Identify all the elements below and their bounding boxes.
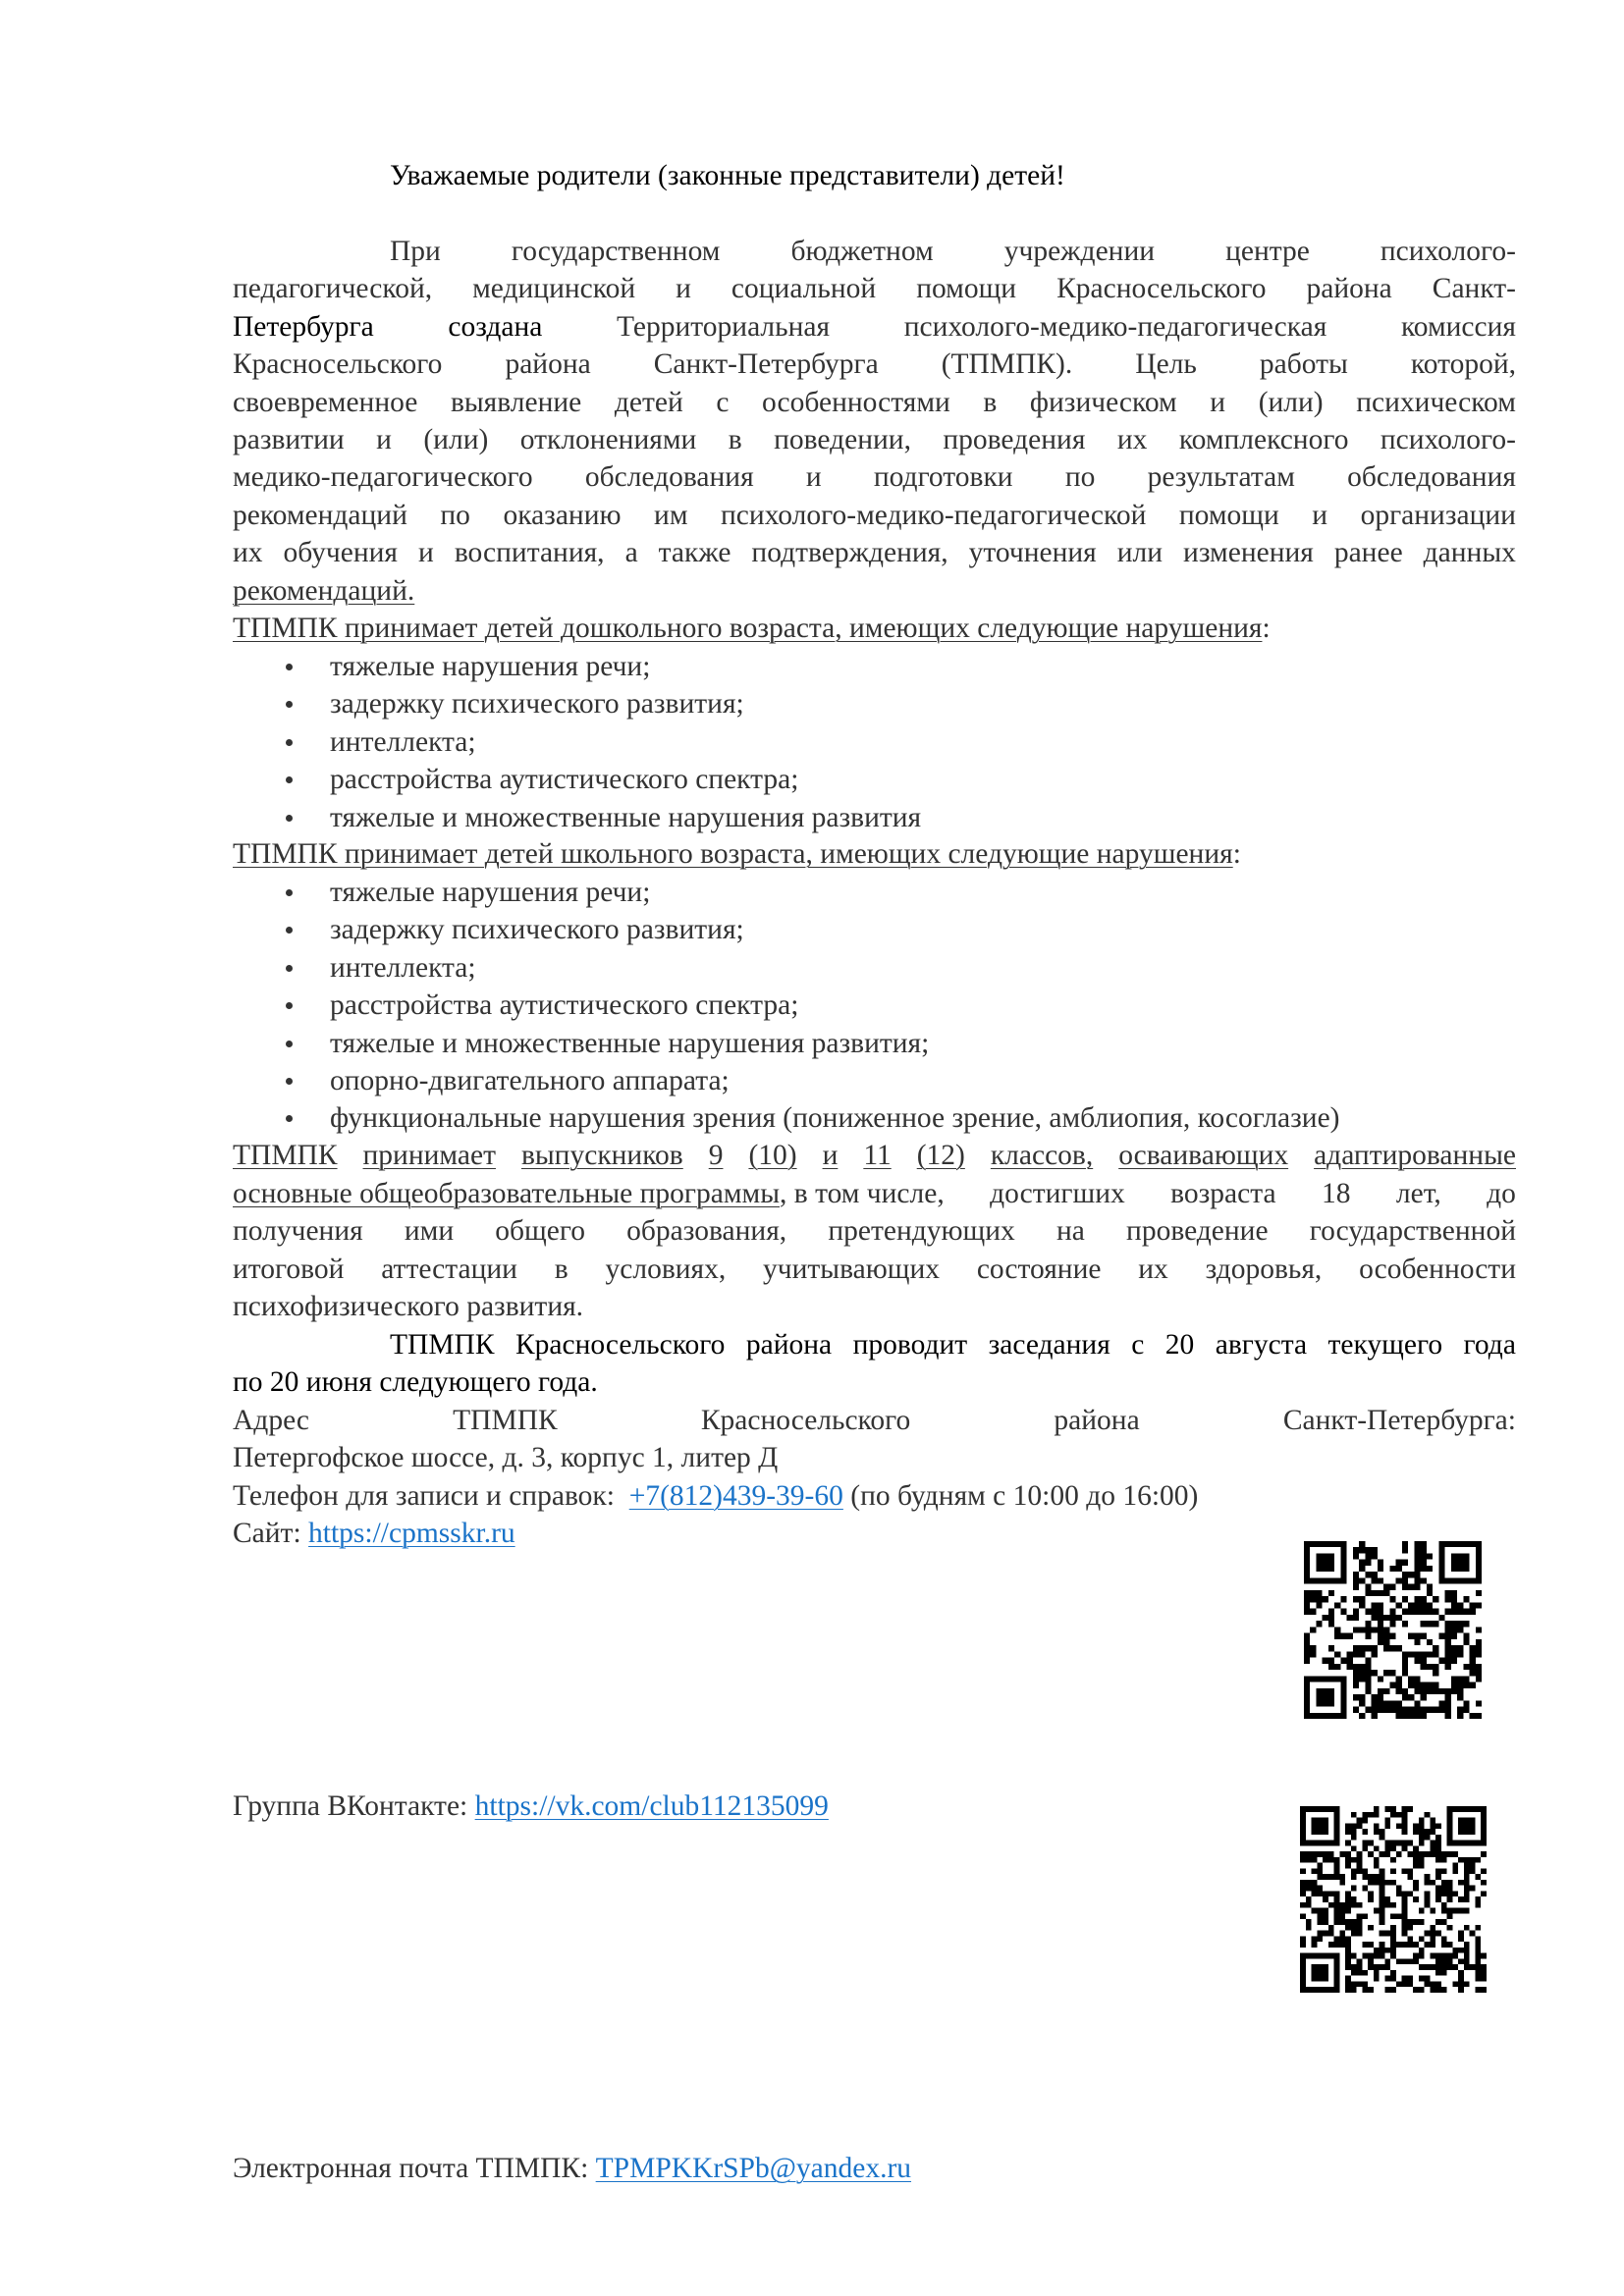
word: здоровья, xyxy=(1205,1254,1323,1285)
graduates-rest-4: лет, xyxy=(1395,1178,1441,1209)
preschool-heading-text: ТПМПК принимает детей дошкольного возраста, имеющих следующие нарушения xyxy=(233,613,1263,644)
graduates-line-1 xyxy=(233,1137,1516,1174)
list-item-text: тяжелые и множественные нарушения развития xyxy=(330,801,922,833)
word: претендующих xyxy=(828,1215,1015,1247)
word: 9 xyxy=(708,1140,724,1171)
bullet-icon xyxy=(286,739,293,746)
word: общего xyxy=(495,1215,585,1247)
word: адаптированные xyxy=(1314,1140,1516,1171)
list-item-text: интеллекта; xyxy=(330,725,476,758)
word: (или) xyxy=(423,424,489,455)
word: психолого-медико-педагогической xyxy=(721,500,1147,531)
word: создана xyxy=(448,311,543,343)
vk-label: Группа ВКонтакте: xyxy=(233,1790,475,1822)
word: состояние xyxy=(976,1254,1102,1285)
word: и xyxy=(418,537,434,568)
word: (12) xyxy=(916,1140,965,1171)
word: их xyxy=(1116,424,1148,455)
word: по xyxy=(440,500,470,531)
word: Санкт-Петербурга xyxy=(653,348,879,380)
word: уточнения xyxy=(968,537,1097,568)
word: помощи xyxy=(1178,500,1279,531)
word: Петербурга xyxy=(233,311,374,343)
word: Красносельского xyxy=(1056,273,1267,304)
bullet-icon xyxy=(286,965,293,972)
bullet-icon xyxy=(286,927,293,934)
email-line xyxy=(233,2150,1516,2187)
schedule-line-2: по 20 июня следующего года. xyxy=(233,1366,598,1398)
site-link[interactable]: https://cpmsskr.ru xyxy=(308,1518,515,1549)
word: итоговой xyxy=(233,1254,345,1285)
word: психолого- xyxy=(1380,424,1516,455)
word: поведении, xyxy=(774,424,911,455)
graduates-line-2 xyxy=(233,1175,1516,1212)
word: рекомендаций xyxy=(233,500,407,531)
word: данных xyxy=(1423,537,1516,568)
preschool-heading xyxy=(233,610,1516,647)
word: медицинской xyxy=(472,273,636,304)
word: Красносельского xyxy=(700,1405,911,1436)
school-heading-colon: : xyxy=(1232,838,1241,870)
bullet-icon xyxy=(286,1041,293,1047)
word: особенности xyxy=(1359,1254,1516,1285)
word: осваивающих xyxy=(1118,1140,1289,1171)
word: результатам xyxy=(1147,461,1295,493)
word: работы xyxy=(1259,348,1348,380)
graduates-underlined-text: основные общеобразовательные программы xyxy=(233,1178,781,1209)
word: года xyxy=(1463,1329,1516,1361)
school-heading xyxy=(233,835,1516,873)
word: 11 xyxy=(863,1140,892,1171)
word: подготовки xyxy=(873,461,1013,493)
email-link[interactable]: TPMPKKrSPb@yandex.ru xyxy=(595,2153,912,2184)
intro-line-9 xyxy=(233,534,1516,571)
bullet-icon xyxy=(286,664,293,670)
graduates-rest-3: 18 xyxy=(1321,1178,1351,1209)
word: 20 xyxy=(1164,1329,1195,1361)
word: выпускников xyxy=(520,1140,683,1171)
list-item-text: задержку психического развития; xyxy=(330,688,744,721)
word: и xyxy=(822,1140,839,1171)
schedule-line-1 xyxy=(390,1326,1516,1363)
graduates-last-line: психофизического развития. xyxy=(233,1291,584,1322)
word: При xyxy=(390,236,441,267)
list-item-text: тяжелые нарушения речи; xyxy=(330,877,651,908)
phone-label: Телефон для записи и справок: xyxy=(233,1480,629,1512)
word: или xyxy=(1116,537,1164,568)
word: и xyxy=(1210,387,1226,418)
word: Санкт-Петербурга: xyxy=(1282,1405,1516,1436)
vk-qr-code xyxy=(1300,1806,1487,1993)
word: классов, xyxy=(990,1140,1094,1171)
word: оказанию xyxy=(503,500,622,531)
word: проведения xyxy=(943,424,1086,455)
word: Санкт- xyxy=(1432,273,1516,304)
intro-line-8 xyxy=(233,497,1516,534)
word: подтверждения, xyxy=(751,537,948,568)
list-item-text: функциональные нарушения зрения (пониженное зрение, амблиопия, косоглазие) xyxy=(330,1102,1340,1135)
bullet-icon xyxy=(286,1115,293,1122)
word: им xyxy=(654,500,688,531)
word: психолого- xyxy=(1380,236,1516,267)
word: Красносельского xyxy=(515,1329,726,1361)
word: комплексного xyxy=(1178,424,1349,455)
word: государственном xyxy=(511,236,721,267)
phone-line xyxy=(233,1477,1516,1515)
word: также xyxy=(658,537,731,568)
bullet-icon xyxy=(286,1002,293,1009)
word: (или) xyxy=(1258,387,1324,418)
word: отклонениями xyxy=(519,424,697,455)
word: ранее xyxy=(1333,537,1403,568)
word: ТПМПК xyxy=(390,1329,495,1361)
word: заседания xyxy=(988,1329,1110,1361)
qr-pattern xyxy=(1304,1541,1482,1719)
graduates-line-2-lead xyxy=(233,1175,945,1212)
word: проводит xyxy=(852,1329,968,1361)
word: медико-педагогического xyxy=(233,461,533,493)
bullet-icon xyxy=(286,815,293,822)
bullet-icon xyxy=(286,701,293,708)
intro-line-4 xyxy=(233,346,1516,383)
list-item-text: тяжелые нарушения речи; xyxy=(330,651,651,682)
word: с xyxy=(1131,1329,1145,1361)
bullet-icon xyxy=(286,776,293,783)
word: обучения xyxy=(283,537,399,568)
word: с xyxy=(716,387,730,418)
word: детей xyxy=(614,387,683,418)
word: района xyxy=(745,1329,833,1361)
word: учреждении xyxy=(1003,236,1156,267)
word: (ТПМПК). xyxy=(941,348,1073,380)
address-line-2: Петергофское шоссе, д. 3, корпус 1, литер Д xyxy=(233,1442,779,1473)
word: текущего xyxy=(1327,1329,1443,1361)
word: развитии xyxy=(233,424,345,455)
word: психолого-медико-педагогическая xyxy=(903,311,1327,343)
list-item-text: опорно-двигательного аппарата; xyxy=(330,1065,730,1096)
intro-last-line xyxy=(233,572,1516,610)
word: района xyxy=(505,348,591,380)
word: Цель xyxy=(1135,348,1197,380)
word: в xyxy=(554,1254,568,1285)
intro-line-5 xyxy=(233,384,1516,421)
bullet-icon xyxy=(286,1078,293,1085)
intro-line-1 xyxy=(390,233,1516,270)
word: образования, xyxy=(626,1215,787,1247)
list-item-text: тяжелые и множественные нарушения развития; xyxy=(330,1027,930,1059)
word: ТПМПК xyxy=(453,1405,558,1436)
word: в xyxy=(983,387,998,418)
qr-pattern xyxy=(1300,1806,1487,1993)
word: центре xyxy=(1225,236,1310,267)
word: воспитания, xyxy=(454,537,605,568)
graduates-rest-0: , в том числе, xyxy=(780,1178,945,1209)
word: физическом xyxy=(1029,387,1177,418)
word: условиях, xyxy=(605,1254,727,1285)
vk-link[interactable]: https://vk.com/club112135099 xyxy=(474,1790,829,1822)
word: проведение xyxy=(1126,1215,1269,1247)
word: а xyxy=(624,537,638,568)
word: обследования xyxy=(1347,461,1516,493)
graduates-line-3 xyxy=(233,1212,1516,1250)
word: получения xyxy=(233,1215,363,1247)
phone-hours: (по будням с 10:00 до 16:00) xyxy=(842,1480,1199,1512)
word: ТПМПК xyxy=(233,1140,338,1171)
word: бюджетном xyxy=(790,236,934,267)
word: ими xyxy=(404,1215,455,1247)
word: педагогической, xyxy=(233,273,433,304)
word: и xyxy=(376,424,392,455)
word: комиссия xyxy=(1400,311,1516,343)
list-item-text: расстройства аутистического спектра; xyxy=(330,989,799,1022)
site-label: Сайт: xyxy=(233,1518,309,1549)
word: которой, xyxy=(1410,348,1516,380)
word: Красносельского xyxy=(233,348,443,380)
document-title: Уважаемые родители (законные представители) детей! xyxy=(390,160,1065,191)
bullet-icon xyxy=(286,889,293,896)
word: их xyxy=(1138,1254,1168,1285)
word: и xyxy=(676,273,691,304)
graduates-rest-5: до xyxy=(1487,1178,1516,1209)
email-label: Электронная почта ТПМПК: xyxy=(233,2153,596,2184)
word: выявление xyxy=(450,387,582,418)
list-item-text: расстройства аутистического спектра; xyxy=(330,764,799,796)
preschool-heading-colon: : xyxy=(1262,613,1271,644)
word: по xyxy=(1064,461,1096,493)
word: принимает xyxy=(362,1140,496,1171)
graduates-rest-1: достигших xyxy=(990,1178,1125,1209)
word: изменения xyxy=(1183,537,1314,568)
word: района xyxy=(1054,1405,1140,1436)
word: на xyxy=(1056,1215,1085,1247)
word: Территориальная xyxy=(617,311,831,343)
word: Адрес xyxy=(233,1405,309,1436)
word: (10) xyxy=(748,1140,797,1171)
intro-line-2 xyxy=(233,270,1516,307)
word: района xyxy=(1306,273,1392,304)
word: учитывающих xyxy=(763,1254,941,1285)
word: августа xyxy=(1215,1329,1308,1361)
word: в xyxy=(728,424,742,455)
word: аттестации xyxy=(381,1254,517,1285)
address-line-1 xyxy=(233,1402,1516,1439)
word: социальной xyxy=(731,273,877,304)
word: психическом xyxy=(1356,387,1516,418)
intro-last-text: рекомендаций. xyxy=(233,575,415,607)
school-heading-text: ТПМПК принимает детей школьного возраста, имеющих следующие нарушения xyxy=(233,838,1233,870)
graduates-line-4 xyxy=(233,1251,1516,1288)
word: организации xyxy=(1360,500,1516,531)
word: своевременное xyxy=(233,387,418,418)
site-qr-code xyxy=(1304,1541,1482,1719)
list-item-text: интеллекта; xyxy=(330,951,476,984)
word: помощи xyxy=(916,273,1017,304)
phone-link[interactable]: +7(812)439-39-60 xyxy=(628,1480,843,1512)
intro-line-7 xyxy=(233,458,1516,496)
word: их xyxy=(233,537,263,568)
intro-line-3 xyxy=(233,308,1516,346)
word: и xyxy=(1312,500,1328,531)
intro-line-6 xyxy=(233,421,1516,458)
word: и xyxy=(805,461,822,493)
word: государственной xyxy=(1309,1215,1516,1247)
word: обследования xyxy=(584,461,754,493)
graduates-rest-2: возраста xyxy=(1170,1178,1276,1209)
list-item-text: задержку психического развития; xyxy=(330,914,744,946)
word: особенностями xyxy=(762,387,950,418)
